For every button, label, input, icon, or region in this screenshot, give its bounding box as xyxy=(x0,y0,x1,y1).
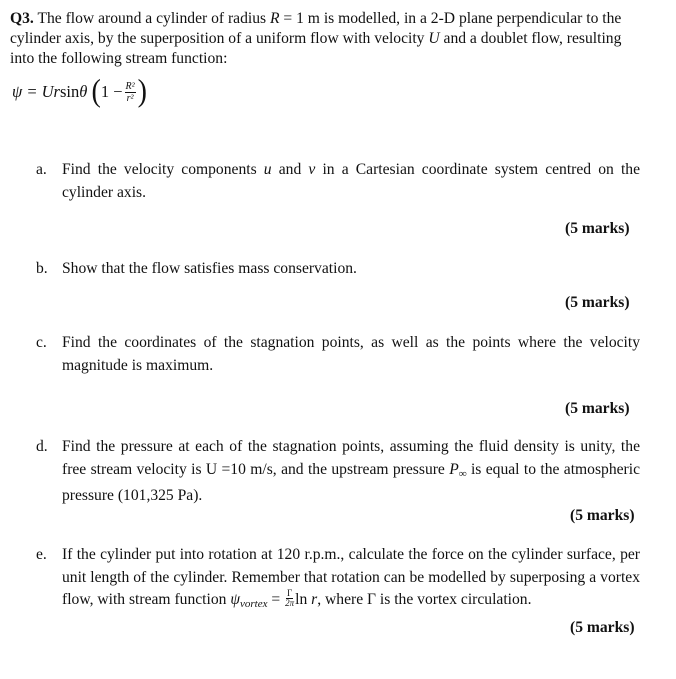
part-a-text-2: and xyxy=(271,161,309,178)
ln-text: ln xyxy=(295,591,312,608)
part-e-text-2: , where Γ is the vortex circulation. xyxy=(317,591,532,608)
part-d-text-1: Find the pressure at each of the stagnation points, assuming the fluid density is unity, the free stream velocity is U =10 m/s, and the upstream pressure xyxy=(62,438,640,478)
r-symbol: r xyxy=(311,591,318,608)
part-c-text: Find the coordinates of the stagnation points, as well as the points where the velocity magnitude is maximum. xyxy=(62,334,640,374)
part-a-letter: a. xyxy=(36,161,47,178)
intro-text-3: and a doublet flow, resulting into the following stream function: xyxy=(10,30,622,67)
intro-text-1: The flow around a cylinder of radius xyxy=(37,10,270,27)
formula-sin: sin xyxy=(59,82,80,101)
part-a-marks: (5 marks) xyxy=(565,220,630,237)
part-d-marks: (5 marks) xyxy=(570,507,635,524)
part-c-letter: c. xyxy=(36,334,47,351)
part-d xyxy=(36,436,640,508)
part-e-text xyxy=(62,544,640,616)
formula-theta: θ xyxy=(79,82,88,101)
question-number: Q3. xyxy=(10,10,34,27)
fraction-numerator: R² xyxy=(125,80,135,92)
part-d-text xyxy=(62,436,640,508)
part-a-text-1: Find the velocity components xyxy=(62,161,264,178)
part-a xyxy=(36,159,640,204)
part-a-text-3: in a Cartesian coordinate system centred on the cylinder axis. xyxy=(62,161,641,201)
part-c xyxy=(36,332,640,377)
vortex-fraction-denominator: 2π xyxy=(285,597,295,608)
equals-sign: = xyxy=(267,591,285,608)
psi-subscript: vortex xyxy=(240,598,268,610)
v-symbol: v xyxy=(308,161,316,178)
part-e xyxy=(36,544,640,616)
psi-symbol: ψ xyxy=(230,591,241,608)
vortex-fraction xyxy=(285,589,294,608)
part-b-marks: (5 marks) xyxy=(565,294,630,311)
fraction-denominator: r² xyxy=(126,92,134,104)
stream-function-formula xyxy=(12,72,147,112)
formula-lhs: ψ = xyxy=(12,82,38,101)
formula-fraction xyxy=(125,81,136,104)
u-symbol: u xyxy=(263,161,272,178)
part-a-text xyxy=(62,159,640,204)
part-d-letter: d. xyxy=(36,438,48,455)
vortex-fraction-numerator: Γ xyxy=(287,587,293,598)
part-b-text: Show that the flow satisfies mass conservation. xyxy=(62,260,357,277)
part-e-marks: (5 marks) xyxy=(570,619,635,636)
formula-close-paren: ) xyxy=(137,73,147,110)
radius-symbol: R xyxy=(269,10,280,27)
part-b-letter: b. xyxy=(36,260,48,277)
intro-text-2: = 1 m is modelled, in a 2-D plane perpendicular to the cylinder axis, by the superposition of a uniform flow with velocity xyxy=(10,10,622,47)
part-e-letter: e. xyxy=(36,546,47,563)
velocity-symbol: U xyxy=(428,30,440,47)
pressure-subscript: ∞ xyxy=(458,467,467,480)
pressure-symbol: P xyxy=(449,460,459,478)
formula-one-minus: 1 − xyxy=(100,82,123,101)
part-e-text-1: If the cylinder put into rotation at 120 r.p.m., calculate the force on the cylinder surface, per unit length of the cylinder. Remember that rotation can be modelled by superposing a vortex flow, with stream function xyxy=(62,546,640,608)
part-c-marks: (5 marks) xyxy=(565,400,630,417)
formula-ur: Ur xyxy=(41,82,60,101)
part-b xyxy=(36,258,640,281)
part-d-text-2: is equal to the atmospheric pressure (101,325 Pa). xyxy=(62,460,640,504)
question-intro xyxy=(10,9,640,69)
formula-open-paren: ( xyxy=(91,73,101,110)
